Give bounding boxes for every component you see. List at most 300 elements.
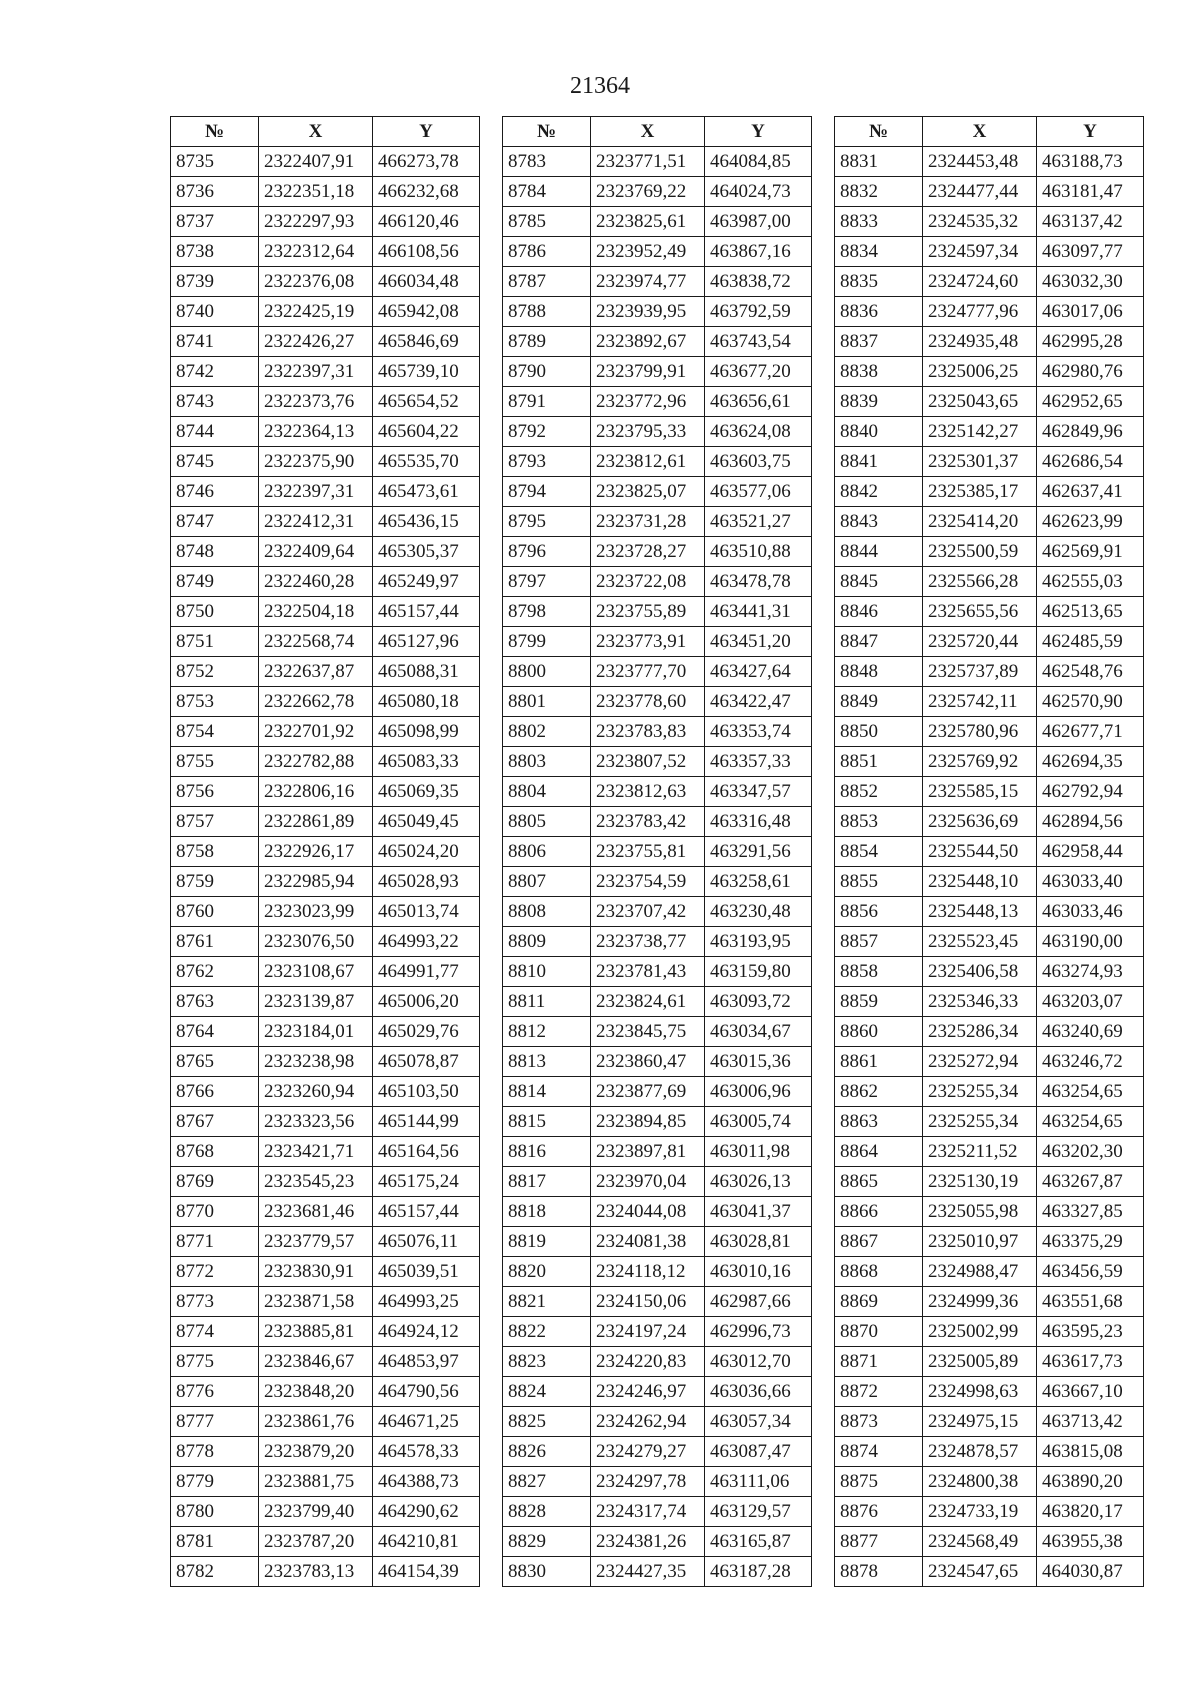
table-row (835, 1377, 1144, 1407)
table-row (835, 207, 1144, 237)
x-coordinate-cell: 2323777,70 (591, 657, 705, 687)
point-number-cell: 8826 (503, 1437, 591, 1467)
header-number: № (835, 117, 923, 147)
table-row (835, 1047, 1144, 1077)
point-number-cell: 8836 (835, 297, 923, 327)
point-number-cell: 8862 (835, 1077, 923, 1107)
point-number-cell: 8746 (171, 477, 259, 507)
table-row (171, 567, 480, 597)
y-coordinate-cell: 466232,68 (373, 177, 480, 207)
table-row (171, 987, 480, 1017)
point-number-cell: 8873 (835, 1407, 923, 1437)
point-number-cell: 8861 (835, 1047, 923, 1077)
y-coordinate-cell: 465604,22 (373, 417, 480, 447)
point-number-cell: 8845 (835, 567, 923, 597)
table-row (503, 207, 812, 237)
y-coordinate-cell: 463032,30 (1037, 267, 1144, 297)
x-coordinate-cell: 2323952,49 (591, 237, 705, 267)
table-row (503, 867, 812, 897)
page-number: 21364 (570, 73, 630, 99)
y-coordinate-cell: 465535,70 (373, 447, 480, 477)
x-coordinate-cell: 2325720,44 (923, 627, 1037, 657)
point-number-cell: 8780 (171, 1497, 259, 1527)
table-row (171, 1557, 480, 1587)
table-row (171, 927, 480, 957)
point-number-cell: 8749 (171, 567, 259, 597)
y-coordinate-cell: 462570,90 (1037, 687, 1144, 717)
point-number-cell: 8785 (503, 207, 591, 237)
point-number-cell: 8767 (171, 1107, 259, 1137)
point-number-cell: 8770 (171, 1197, 259, 1227)
table-row (835, 357, 1144, 387)
x-coordinate-cell: 2323879,20 (259, 1437, 373, 1467)
table-header-row (171, 117, 480, 147)
point-number-cell: 8853 (835, 807, 923, 837)
y-coordinate-cell: 465069,35 (373, 777, 480, 807)
table-row (503, 1197, 812, 1227)
x-coordinate-cell: 2323860,47 (591, 1047, 705, 1077)
x-coordinate-cell: 2323108,67 (259, 957, 373, 987)
point-number-cell: 8758 (171, 837, 259, 867)
table-header-row (835, 117, 1144, 147)
point-number-cell: 8788 (503, 297, 591, 327)
table-row (835, 417, 1144, 447)
table-row (503, 1287, 812, 1317)
x-coordinate-cell: 2325448,13 (923, 897, 1037, 927)
point-number-cell: 8755 (171, 747, 259, 777)
table-row (171, 357, 480, 387)
table-row (171, 897, 480, 927)
point-number-cell: 8864 (835, 1137, 923, 1167)
x-coordinate-cell: 2322425,19 (259, 297, 373, 327)
x-coordinate-cell: 2324150,06 (591, 1287, 705, 1317)
y-coordinate-cell: 464290,62 (373, 1497, 480, 1527)
y-coordinate-cell: 463867,16 (705, 237, 812, 267)
table-row (503, 477, 812, 507)
point-number-cell: 8856 (835, 897, 923, 927)
point-number-cell: 8840 (835, 417, 923, 447)
header-y: Y (705, 117, 812, 147)
x-coordinate-cell: 2323881,75 (259, 1467, 373, 1497)
table-row (171, 597, 480, 627)
coordinates-table-1 (170, 116, 480, 1587)
y-coordinate-cell: 463240,69 (1037, 1017, 1144, 1047)
x-coordinate-cell: 2323738,77 (591, 927, 705, 957)
table-row (171, 1497, 480, 1527)
table-row (503, 657, 812, 687)
point-number-cell: 8850 (835, 717, 923, 747)
table-row (835, 867, 1144, 897)
y-coordinate-cell: 464993,25 (373, 1287, 480, 1317)
x-coordinate-cell: 2324262,94 (591, 1407, 705, 1437)
table-row (171, 1347, 480, 1377)
y-coordinate-cell: 462996,73 (705, 1317, 812, 1347)
x-coordinate-cell: 2323731,28 (591, 507, 705, 537)
point-number-cell: 8735 (171, 147, 259, 177)
point-number-cell: 8754 (171, 717, 259, 747)
table-row (503, 537, 812, 567)
point-number-cell: 8765 (171, 1047, 259, 1077)
x-coordinate-cell: 2323421,71 (259, 1137, 373, 1167)
point-number-cell: 8847 (835, 627, 923, 657)
x-coordinate-cell: 2323795,33 (591, 417, 705, 447)
x-coordinate-cell: 2323773,91 (591, 627, 705, 657)
y-coordinate-cell: 464853,97 (373, 1347, 480, 1377)
point-number-cell: 8872 (835, 1377, 923, 1407)
y-coordinate-cell: 464388,73 (373, 1467, 480, 1497)
point-number-cell: 8802 (503, 717, 591, 747)
x-coordinate-cell: 2324081,38 (591, 1227, 705, 1257)
table-row (503, 897, 812, 927)
x-coordinate-cell: 2322312,64 (259, 237, 373, 267)
point-number-cell: 8876 (835, 1497, 923, 1527)
table-row (503, 1107, 812, 1137)
point-number-cell: 8763 (171, 987, 259, 1017)
point-number-cell: 8745 (171, 447, 259, 477)
table-row (835, 387, 1144, 417)
x-coordinate-cell: 2325002,99 (923, 1317, 1037, 1347)
x-coordinate-cell: 2323728,27 (591, 537, 705, 567)
y-coordinate-cell: 463005,74 (705, 1107, 812, 1137)
x-coordinate-cell: 2322806,16 (259, 777, 373, 807)
point-number-cell: 8859 (835, 987, 923, 1017)
y-coordinate-cell: 463677,20 (705, 357, 812, 387)
y-coordinate-cell: 466034,48 (373, 267, 480, 297)
y-coordinate-cell: 463595,23 (1037, 1317, 1144, 1347)
x-coordinate-cell: 2323323,56 (259, 1107, 373, 1137)
table-row (835, 1317, 1144, 1347)
table-row (835, 1077, 1144, 1107)
y-coordinate-cell: 465013,74 (373, 897, 480, 927)
y-coordinate-cell: 462792,94 (1037, 777, 1144, 807)
x-coordinate-cell: 2322926,17 (259, 837, 373, 867)
point-number-cell: 8877 (835, 1527, 923, 1557)
x-coordinate-cell: 2323812,61 (591, 447, 705, 477)
y-coordinate-cell: 463129,57 (705, 1497, 812, 1527)
point-number-cell: 8793 (503, 447, 591, 477)
table-row (503, 1437, 812, 1467)
point-number-cell: 8776 (171, 1377, 259, 1407)
table-row (171, 417, 480, 447)
table-row (171, 627, 480, 657)
y-coordinate-cell: 465078,87 (373, 1047, 480, 1077)
x-coordinate-cell: 2324297,78 (591, 1467, 705, 1497)
point-number-cell: 8778 (171, 1437, 259, 1467)
y-coordinate-cell: 465175,24 (373, 1167, 480, 1197)
table-row (171, 957, 480, 987)
y-coordinate-cell: 463230,48 (705, 897, 812, 927)
y-coordinate-cell: 462849,96 (1037, 417, 1144, 447)
table-row (171, 867, 480, 897)
header-y: Y (373, 117, 480, 147)
x-coordinate-cell: 2322351,18 (259, 177, 373, 207)
table-row (171, 1407, 480, 1437)
point-number-cell: 8744 (171, 417, 259, 447)
x-coordinate-cell: 2323722,08 (591, 567, 705, 597)
table-row (171, 537, 480, 567)
point-number-cell: 8838 (835, 357, 923, 387)
y-coordinate-cell: 464924,12 (373, 1317, 480, 1347)
y-coordinate-cell: 464024,73 (705, 177, 812, 207)
table-row (835, 627, 1144, 657)
point-number-cell: 8798 (503, 597, 591, 627)
point-number-cell: 8855 (835, 867, 923, 897)
y-coordinate-cell: 463427,64 (705, 657, 812, 687)
x-coordinate-cell: 2325406,58 (923, 957, 1037, 987)
x-coordinate-cell: 2325142,27 (923, 417, 1037, 447)
point-number-cell: 8806 (503, 837, 591, 867)
y-coordinate-cell: 464084,85 (705, 147, 812, 177)
point-number-cell: 8813 (503, 1047, 591, 1077)
x-coordinate-cell: 2322407,91 (259, 147, 373, 177)
y-coordinate-cell: 463441,31 (705, 597, 812, 627)
point-number-cell: 8816 (503, 1137, 591, 1167)
y-coordinate-cell: 465436,15 (373, 507, 480, 537)
table-row (503, 1137, 812, 1167)
y-coordinate-cell: 463347,57 (705, 777, 812, 807)
table-row (171, 447, 480, 477)
point-number-cell: 8773 (171, 1287, 259, 1317)
table-row (835, 1497, 1144, 1527)
point-number-cell: 8769 (171, 1167, 259, 1197)
x-coordinate-cell: 2323787,20 (259, 1527, 373, 1557)
x-coordinate-cell: 2325006,25 (923, 357, 1037, 387)
x-coordinate-cell: 2323023,99 (259, 897, 373, 927)
y-coordinate-cell: 463015,36 (705, 1047, 812, 1077)
x-coordinate-cell: 2323939,95 (591, 297, 705, 327)
table-row (503, 837, 812, 867)
table-row (835, 177, 1144, 207)
x-coordinate-cell: 2324453,48 (923, 147, 1037, 177)
point-number-cell: 8781 (171, 1527, 259, 1557)
point-number-cell: 8759 (171, 867, 259, 897)
header-x: X (923, 117, 1037, 147)
y-coordinate-cell: 463010,16 (705, 1257, 812, 1287)
table-row (835, 567, 1144, 597)
y-coordinate-cell: 465164,56 (373, 1137, 480, 1167)
x-coordinate-cell: 2324733,19 (923, 1497, 1037, 1527)
point-number-cell: 8851 (835, 747, 923, 777)
table-row (835, 147, 1144, 177)
table-row (835, 537, 1144, 567)
y-coordinate-cell: 465942,08 (373, 297, 480, 327)
x-coordinate-cell: 2323807,52 (591, 747, 705, 777)
table-row (503, 1047, 812, 1077)
y-coordinate-cell: 463159,80 (705, 957, 812, 987)
point-number-cell: 8866 (835, 1197, 923, 1227)
x-coordinate-cell: 2325255,34 (923, 1077, 1037, 1107)
x-coordinate-cell: 2322985,94 (259, 867, 373, 897)
y-coordinate-cell: 463478,78 (705, 567, 812, 597)
y-coordinate-cell: 464210,81 (373, 1527, 480, 1557)
y-coordinate-cell: 464671,25 (373, 1407, 480, 1437)
table-row (835, 1557, 1144, 1587)
y-coordinate-cell: 463036,66 (705, 1377, 812, 1407)
table-row (171, 327, 480, 357)
table-row (835, 1107, 1144, 1137)
table-row (171, 687, 480, 717)
x-coordinate-cell: 2323799,40 (259, 1497, 373, 1527)
point-number-cell: 8784 (503, 177, 591, 207)
table-row (835, 717, 1144, 747)
table-row (171, 747, 480, 777)
table-row (835, 237, 1144, 267)
point-number-cell: 8849 (835, 687, 923, 717)
x-coordinate-cell: 2323778,60 (591, 687, 705, 717)
x-coordinate-cell: 2325414,20 (923, 507, 1037, 537)
point-number-cell: 8753 (171, 687, 259, 717)
y-coordinate-cell: 463316,48 (705, 807, 812, 837)
y-coordinate-cell: 463093,72 (705, 987, 812, 1017)
x-coordinate-cell: 2324118,12 (591, 1257, 705, 1287)
point-number-cell: 8844 (835, 537, 923, 567)
y-coordinate-cell: 463057,34 (705, 1407, 812, 1437)
point-number-cell: 8835 (835, 267, 923, 297)
x-coordinate-cell: 2323754,59 (591, 867, 705, 897)
x-coordinate-cell: 2323848,20 (259, 1377, 373, 1407)
y-coordinate-cell: 463012,70 (705, 1347, 812, 1377)
y-coordinate-cell: 462958,44 (1037, 837, 1144, 867)
y-coordinate-cell: 463521,27 (705, 507, 812, 537)
point-number-cell: 8748 (171, 537, 259, 567)
table-row (171, 777, 480, 807)
y-coordinate-cell: 464991,77 (373, 957, 480, 987)
point-number-cell: 8752 (171, 657, 259, 687)
point-number-cell: 8827 (503, 1467, 591, 1497)
y-coordinate-cell: 465006,20 (373, 987, 480, 1017)
point-number-cell: 8823 (503, 1347, 591, 1377)
y-coordinate-cell: 465305,37 (373, 537, 480, 567)
x-coordinate-cell: 2325566,28 (923, 567, 1037, 597)
table-row (835, 1437, 1144, 1467)
table-row (835, 1467, 1144, 1497)
x-coordinate-cell: 2323545,23 (259, 1167, 373, 1197)
x-coordinate-cell: 2322637,87 (259, 657, 373, 687)
table-row (171, 297, 480, 327)
point-number-cell: 8801 (503, 687, 591, 717)
point-number-cell: 8787 (503, 267, 591, 297)
point-number-cell: 8848 (835, 657, 923, 687)
y-coordinate-cell: 463258,61 (705, 867, 812, 897)
x-coordinate-cell: 2324547,65 (923, 1557, 1037, 1587)
x-coordinate-cell: 2323846,67 (259, 1347, 373, 1377)
point-number-cell: 8858 (835, 957, 923, 987)
header-y: Y (1037, 117, 1144, 147)
x-coordinate-cell: 2325655,56 (923, 597, 1037, 627)
table-row (503, 417, 812, 447)
y-coordinate-cell: 463743,54 (705, 327, 812, 357)
point-number-cell: 8829 (503, 1527, 591, 1557)
point-number-cell: 8874 (835, 1437, 923, 1467)
table-row (835, 927, 1144, 957)
y-coordinate-cell: 463551,68 (1037, 1287, 1144, 1317)
y-coordinate-cell: 463188,73 (1037, 147, 1144, 177)
y-coordinate-cell: 463838,72 (705, 267, 812, 297)
y-coordinate-cell: 462637,41 (1037, 477, 1144, 507)
point-number-cell: 8822 (503, 1317, 591, 1347)
point-number-cell: 8782 (171, 1557, 259, 1587)
table-row (835, 297, 1144, 327)
x-coordinate-cell: 2322568,74 (259, 627, 373, 657)
x-coordinate-cell: 2322412,31 (259, 507, 373, 537)
y-coordinate-cell: 465103,50 (373, 1077, 480, 1107)
table-row (835, 1347, 1144, 1377)
y-coordinate-cell: 465127,96 (373, 627, 480, 657)
x-coordinate-cell: 2322782,88 (259, 747, 373, 777)
table-row (835, 1227, 1144, 1257)
table-row (503, 1377, 812, 1407)
x-coordinate-cell: 2323970,04 (591, 1167, 705, 1197)
y-coordinate-cell: 463006,96 (705, 1077, 812, 1107)
x-coordinate-cell: 2322376,08 (259, 267, 373, 297)
y-coordinate-cell: 465846,69 (373, 327, 480, 357)
table-row (503, 1527, 812, 1557)
y-coordinate-cell: 465473,61 (373, 477, 480, 507)
point-number-cell: 8834 (835, 237, 923, 267)
point-number-cell: 8867 (835, 1227, 923, 1257)
y-coordinate-cell: 465157,44 (373, 597, 480, 627)
point-number-cell: 8756 (171, 777, 259, 807)
x-coordinate-cell: 2322297,93 (259, 207, 373, 237)
table-row (835, 1287, 1144, 1317)
table-row (503, 927, 812, 957)
x-coordinate-cell: 2324044,08 (591, 1197, 705, 1227)
table-row (503, 1407, 812, 1437)
table-row (171, 1227, 480, 1257)
x-coordinate-cell: 2325130,19 (923, 1167, 1037, 1197)
table-row (835, 447, 1144, 477)
point-number-cell: 8742 (171, 357, 259, 387)
point-number-cell: 8810 (503, 957, 591, 987)
point-number-cell: 8794 (503, 477, 591, 507)
x-coordinate-cell: 2322460,28 (259, 567, 373, 597)
table-row (835, 1407, 1144, 1437)
point-number-cell: 8820 (503, 1257, 591, 1287)
x-coordinate-cell: 2322861,89 (259, 807, 373, 837)
x-coordinate-cell: 2325448,10 (923, 867, 1037, 897)
y-coordinate-cell: 464030,87 (1037, 1557, 1144, 1587)
point-number-cell: 8833 (835, 207, 923, 237)
table-row (835, 1257, 1144, 1287)
y-coordinate-cell: 463656,61 (705, 387, 812, 417)
x-coordinate-cell: 2325385,17 (923, 477, 1037, 507)
table-row (171, 1167, 480, 1197)
point-number-cell: 8736 (171, 177, 259, 207)
table-row (171, 147, 480, 177)
table-row (503, 297, 812, 327)
x-coordinate-cell: 2323076,50 (259, 927, 373, 957)
x-coordinate-cell: 2324935,48 (923, 327, 1037, 357)
table-row (171, 1377, 480, 1407)
x-coordinate-cell: 2323825,61 (591, 207, 705, 237)
table-row (503, 1017, 812, 1047)
table-row (835, 807, 1144, 837)
point-number-cell: 8857 (835, 927, 923, 957)
y-coordinate-cell: 465157,44 (373, 1197, 480, 1227)
y-coordinate-cell: 462987,66 (705, 1287, 812, 1317)
table-row (503, 597, 812, 627)
point-number-cell: 8830 (503, 1557, 591, 1587)
y-coordinate-cell: 463181,47 (1037, 177, 1144, 207)
x-coordinate-cell: 2323894,85 (591, 1107, 705, 1137)
x-coordinate-cell: 2322375,90 (259, 447, 373, 477)
y-coordinate-cell: 464154,39 (373, 1557, 480, 1587)
y-coordinate-cell: 462694,35 (1037, 747, 1144, 777)
y-coordinate-cell: 463028,81 (705, 1227, 812, 1257)
x-coordinate-cell: 2325346,33 (923, 987, 1037, 1017)
point-number-cell: 8792 (503, 417, 591, 447)
point-number-cell: 8761 (171, 927, 259, 957)
